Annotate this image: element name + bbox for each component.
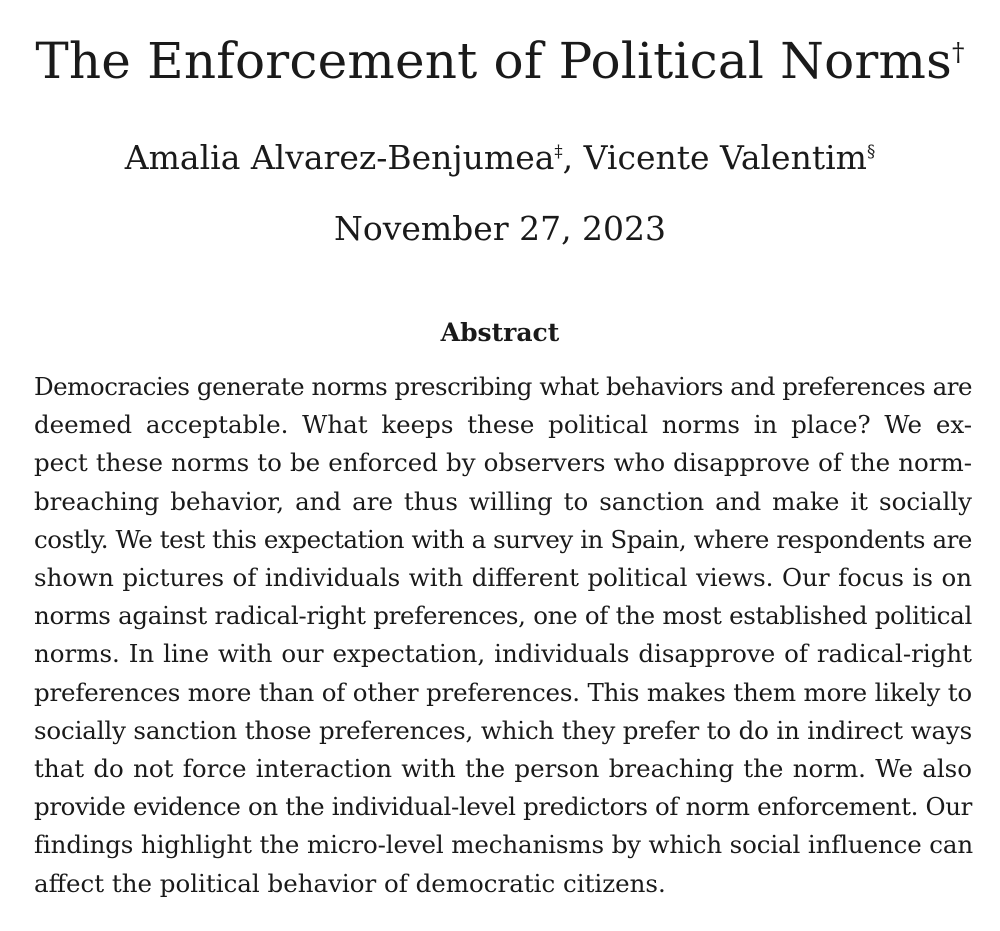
abstract-line: pect these norms to be enforced by observers who disapprove of the norm- (34, 448, 972, 478)
publication-date: November 27, 2023 (333, 209, 667, 248)
abstract-line: socially sanction those preferences, which they prefer to do in indirect ways (34, 715, 972, 745)
abstract-body (34, 368, 972, 903)
abstract-line: affect the political behavior of democratic citizens. (34, 868, 666, 898)
author-footnote-mark: ‡ (554, 142, 563, 161)
author-footnote-mark: § (866, 142, 876, 161)
abstract-line: that do not force interaction with the person breaching the norm. We also (34, 754, 972, 784)
paper-title-text: The Enforcement of Political Norms (35, 32, 952, 90)
paper-title (0, 28, 1000, 94)
abstract-line: norms against radical-right preferences, one of the most established political (34, 601, 972, 631)
author-name: Vicente Valentim (583, 138, 867, 177)
abstract-line: costly. We test this expectation with a survey in Spain, where respondents are (34, 524, 972, 554)
abstract-line: Democracies generate norms prescribing what behaviors and preferences are (34, 372, 972, 401)
abstract-heading: Abstract (440, 318, 560, 347)
abstract-line: preferences more than of other preferences. This makes them more likely to (34, 677, 972, 707)
abstract-line: findings highlight the micro-level mechanisms by which social influence can (34, 830, 973, 860)
title-footnote-mark: † (951, 37, 965, 67)
abstract-line: deemed acceptable. What keeps these political norms in place? We ex- (34, 410, 972, 440)
author-separator: , (562, 138, 574, 177)
author-list (0, 135, 1000, 181)
author-name: Amalia Alvarez-Benjumea (124, 138, 555, 177)
abstract-line: provide evidence on the individual-level predictors of norm enforcement. Our (34, 792, 972, 822)
abstract-line: shown pictures of individuals with different political views. Our focus is on (34, 563, 972, 593)
abstract-line: norms. In line with our expectation, individuals disapprove of radical-right (34, 639, 972, 669)
abstract-line: breaching behavior, and are thus willing to sanction and make it socially (34, 486, 972, 516)
